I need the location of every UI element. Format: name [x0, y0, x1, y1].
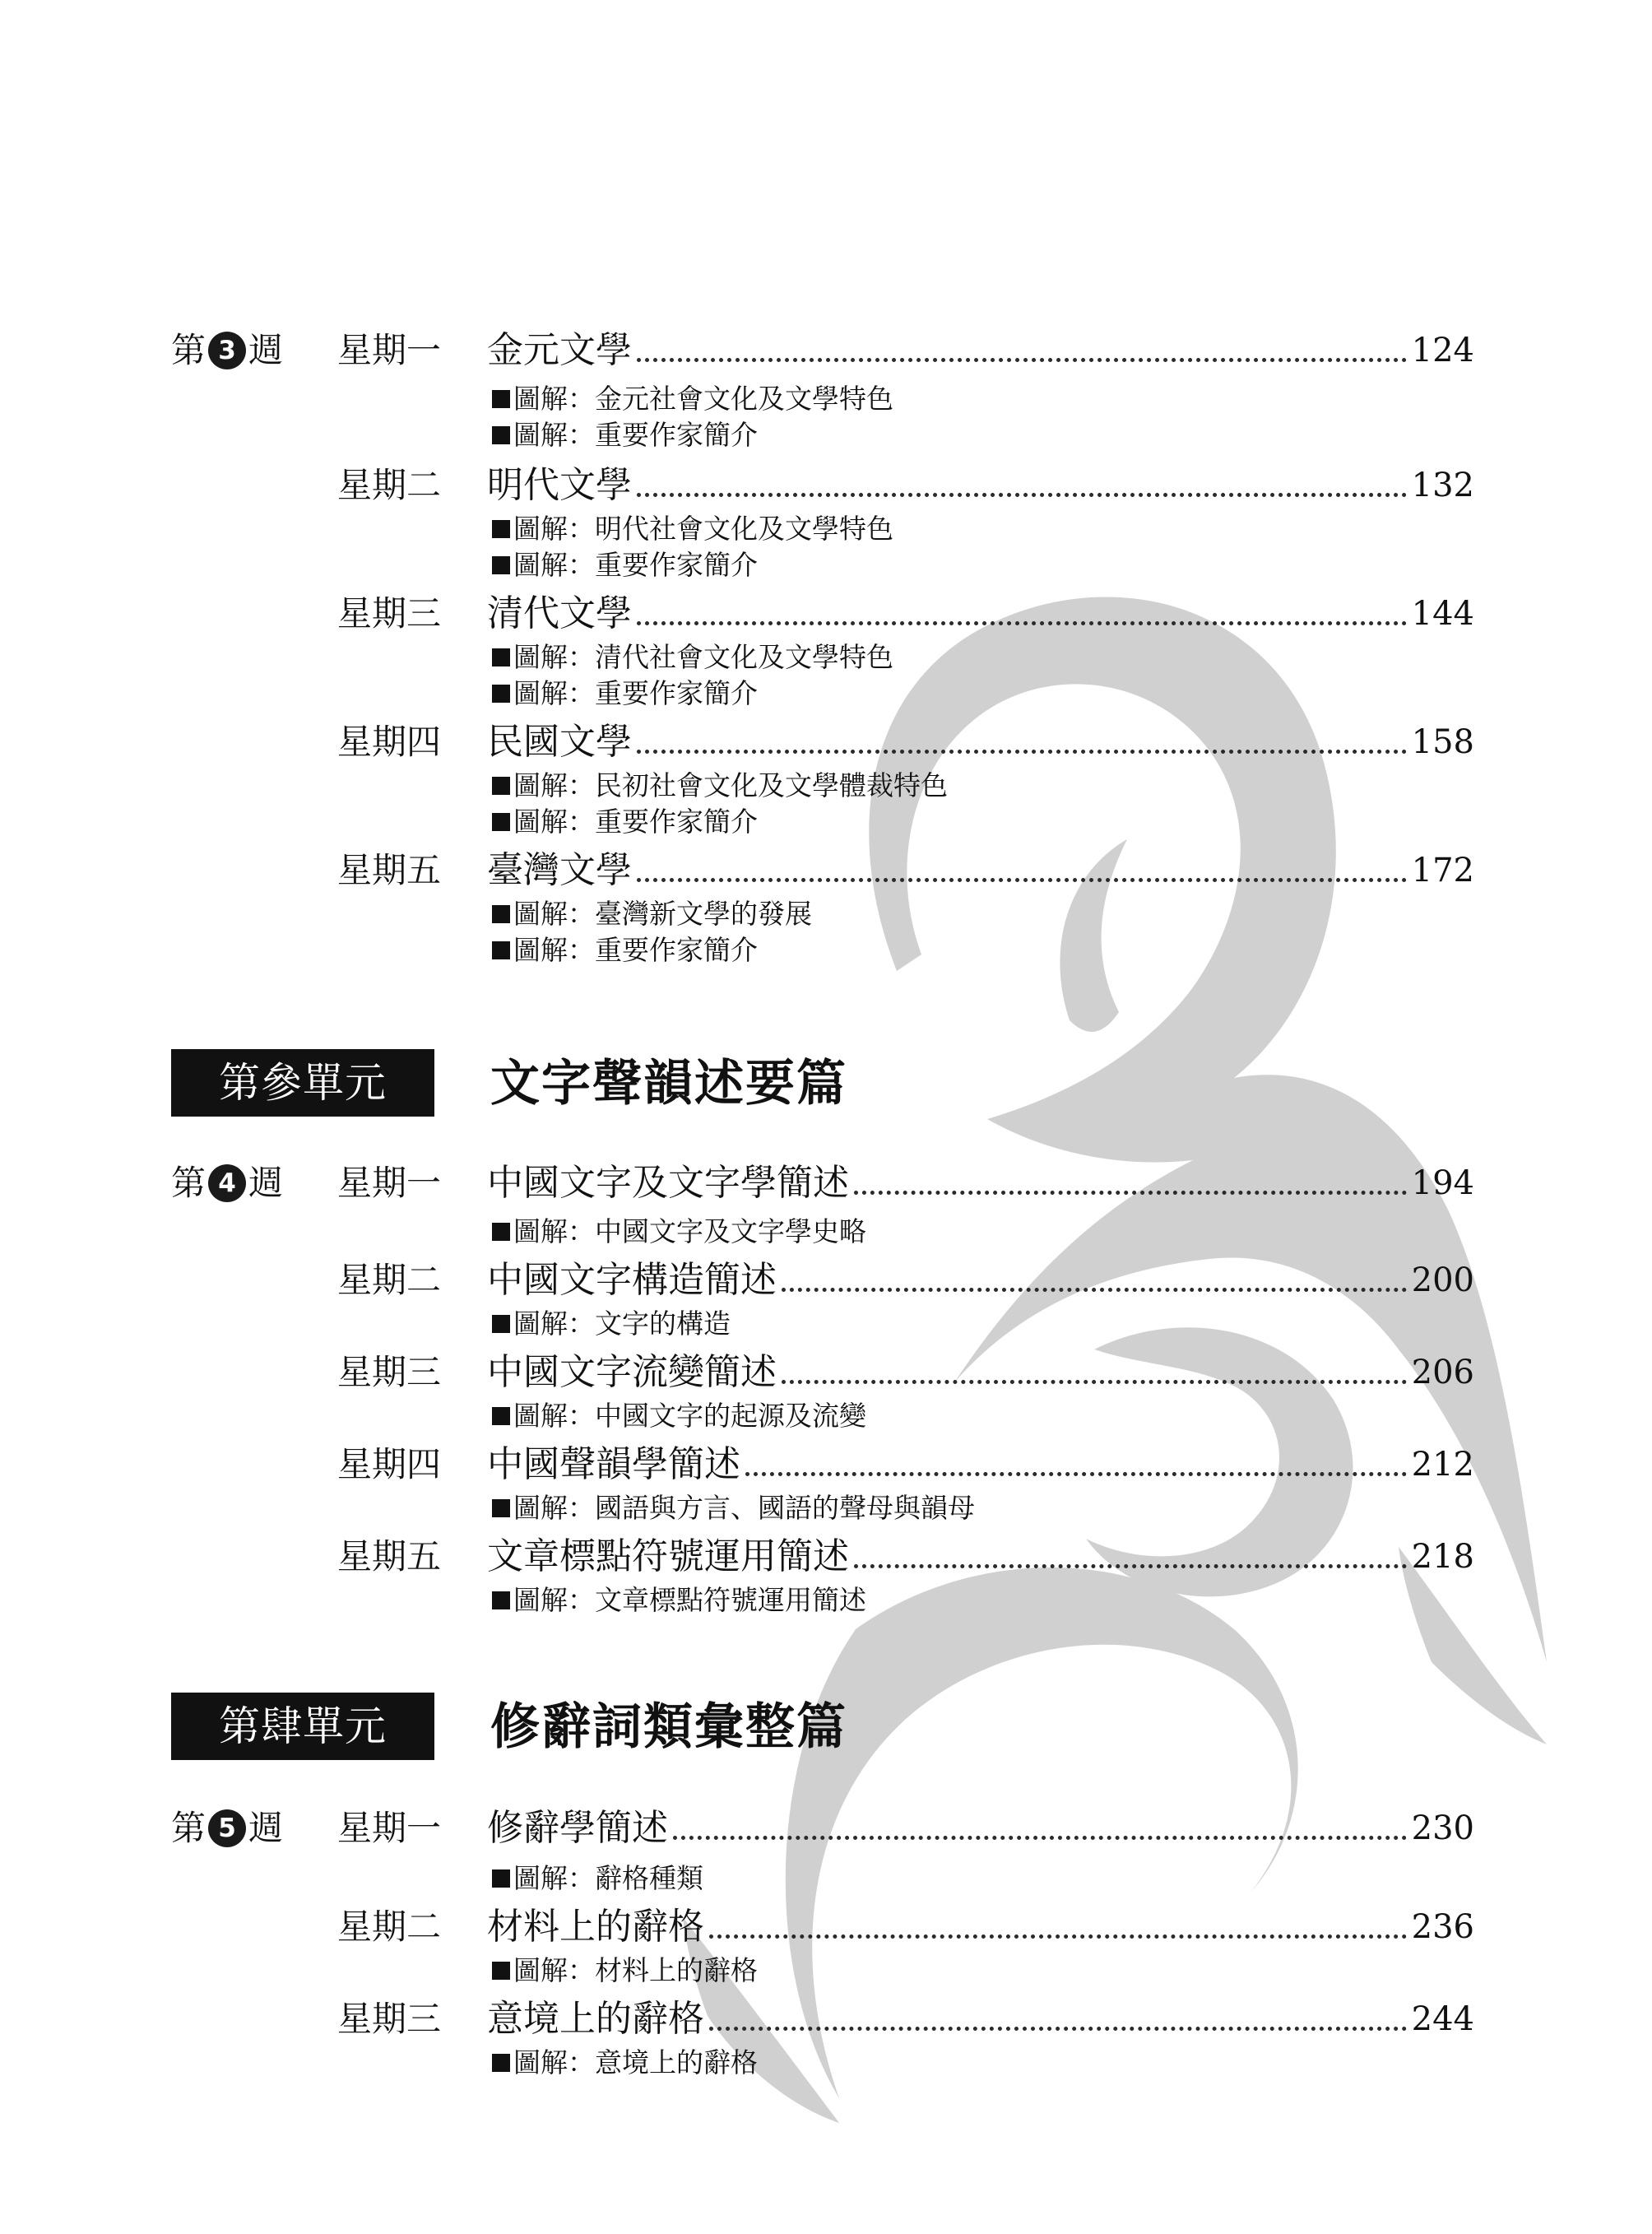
sub-entry: 圖解： 民初社會文化及文學體裁特色: [492, 769, 948, 803]
sub-entry: 圖解： 意境上的辭格: [492, 2046, 758, 2080]
toc-entry[interactable]: [487, 1159, 1474, 1208]
sub-entry: 圖解： 中國文字的起源及流變: [492, 1399, 866, 1433]
bullet-square-icon: [492, 1315, 510, 1333]
page-number: 230: [1411, 1809, 1474, 1847]
page-number: 144: [1411, 595, 1474, 633]
sub-entry: 圖解： 重要作家簡介: [492, 805, 758, 839]
entry-title: 清代文學: [487, 592, 632, 634]
entry-title: 意境上的辭格: [487, 1998, 704, 2040]
entry-title: 中國文字流變簡述: [487, 1351, 777, 1393]
week-number-badge: 4: [208, 1164, 246, 1202]
weekday-label: 星期二: [337, 1907, 442, 1947]
entry-title: 中國聲韻學簡述: [487, 1443, 740, 1485]
week-prefix: 第: [171, 330, 206, 370]
bullet-square-icon: [492, 777, 510, 795]
toc-entry[interactable]: [487, 1995, 1474, 2044]
weekday-label: 星期五: [337, 850, 442, 890]
unit-title: 文字聲韻述要篇: [490, 1055, 847, 1112]
bullet-square-icon: [492, 390, 510, 408]
bullet-square-icon: [492, 685, 510, 703]
entry-title: 金元文學: [487, 329, 632, 371]
sub-entry: 圖解： 清代社會文化及文學特色: [492, 640, 893, 675]
page-number: 158: [1411, 723, 1474, 761]
week-label: [171, 326, 283, 375]
week-number-badge: 3: [208, 332, 246, 369]
weekday-label: 星期一: [337, 330, 442, 370]
weekday-label: 星期五: [337, 1536, 442, 1577]
sub-entry: 圖解： 重要作家簡介: [492, 548, 758, 583]
page-number: 124: [1411, 332, 1474, 369]
sub-entry: 圖解： 臺灣新文學的發展: [492, 897, 812, 931]
sub-entry: 圖解： 重要作家簡介: [492, 418, 758, 453]
sub-entry: 圖解： 重要作家簡介: [492, 676, 758, 711]
dot-leader: [637, 621, 1407, 625]
week-label: [171, 1159, 283, 1208]
bullet-square-icon: [492, 1499, 510, 1517]
dot-leader: [709, 1934, 1407, 1939]
dot-leader: [709, 2027, 1407, 2031]
page-number: 244: [1411, 2000, 1474, 2038]
page-number: 194: [1411, 1164, 1474, 1202]
entry-title: 民國文學: [487, 721, 632, 763]
bullet-square-icon: [492, 648, 510, 666]
unit-badge: 第參單元: [171, 1049, 434, 1117]
toc-entry[interactable]: [487, 846, 1474, 895]
toc-entry[interactable]: [487, 1804, 1474, 1853]
bullet-square-icon: [492, 426, 510, 444]
bullet-square-icon: [492, 520, 510, 538]
bullet-square-icon: [492, 905, 510, 923]
bullet-square-icon: [492, 1223, 510, 1241]
page-number: 172: [1411, 852, 1474, 889]
toc-entry[interactable]: [487, 1440, 1474, 1489]
week-suffix: 週: [248, 1808, 284, 1848]
bullet-square-icon: [492, 1962, 510, 1980]
bullet-square-icon: [492, 941, 510, 959]
toc-entry[interactable]: [487, 1256, 1474, 1305]
toc-entry[interactable]: [487, 1902, 1474, 1952]
sub-entry: 圖解： 文字的構造: [492, 1307, 731, 1341]
dot-leader: [637, 878, 1407, 882]
week-suffix: 週: [248, 330, 284, 370]
weekday-label: 星期三: [337, 1999, 442, 2039]
week-number-badge: 5: [208, 1809, 246, 1847]
sub-entry: 圖解： 中國文字及文字學史略: [492, 1215, 866, 1249]
toc-entry[interactable]: [487, 1532, 1474, 1581]
page-number: 218: [1411, 1538, 1474, 1576]
dot-leader: [637, 358, 1407, 362]
bullet-square-icon: [492, 2054, 510, 2072]
entry-title: 中國文字及文字學簡述: [487, 1162, 849, 1204]
sub-entry: 圖解： 文章標點符號運用簡述: [492, 1583, 866, 1618]
weekday-label: 星期二: [337, 465, 442, 505]
dot-leader: [854, 1564, 1407, 1568]
toc-entry[interactable]: [487, 1348, 1474, 1397]
sub-entry: 圖解： 材料上的辭格: [492, 1953, 758, 1988]
dot-leader: [854, 1191, 1407, 1195]
bullet-square-icon: [492, 556, 510, 574]
weekday-label: 星期三: [337, 593, 442, 634]
sub-entry: 圖解： 金元社會文化及文學特色: [492, 382, 893, 416]
week-suffix: 週: [248, 1163, 284, 1203]
weekday-label: 星期三: [337, 1352, 442, 1392]
unit-title: 修辭詞類彙整篇: [490, 1698, 847, 1756]
dot-leader: [673, 1836, 1407, 1840]
page-number: 132: [1411, 467, 1474, 504]
week-prefix: 第: [171, 1163, 206, 1203]
weekday-label: 星期一: [337, 1808, 442, 1848]
page-number: 236: [1411, 1908, 1474, 1946]
weekday-label: 星期四: [337, 1444, 442, 1484]
page-number: 212: [1411, 1446, 1474, 1484]
weekday-label: 星期四: [337, 722, 442, 762]
bullet-square-icon: [492, 1407, 510, 1425]
page-number: 200: [1411, 1261, 1474, 1299]
weekday-label: 星期二: [337, 1260, 442, 1300]
week-prefix: 第: [171, 1808, 206, 1848]
dot-leader: [745, 1472, 1407, 1476]
bullet-square-icon: [492, 1869, 510, 1888]
dot-leader: [637, 493, 1407, 497]
entry-title: 文章標點符號運用簡述: [487, 1535, 849, 1577]
dot-leader: [637, 750, 1407, 754]
dot-leader: [782, 1380, 1407, 1384]
entry-title: 臺灣文學: [487, 849, 632, 891]
sub-entry: 圖解： 辭格種類: [492, 1861, 703, 1896]
week-label: [171, 1804, 283, 1853]
entry-title: 材料上的辭格: [487, 1906, 704, 1948]
sub-entry: 圖解： 明代社會文化及文學特色: [492, 512, 893, 546]
toc-entry[interactable]: [487, 718, 1474, 767]
bullet-square-icon: [492, 813, 510, 831]
bullet-square-icon: [492, 1591, 510, 1609]
toc-entry[interactable]: [487, 461, 1474, 510]
weekday-label: 星期一: [337, 1163, 442, 1203]
unit-badge: 第肆單元: [171, 1693, 434, 1760]
sub-entry: 圖解： 重要作家簡介: [492, 933, 758, 968]
dot-leader: [782, 1288, 1407, 1292]
toc-entry[interactable]: [487, 589, 1474, 639]
sub-entry: 圖解： 國語與方言、國語的聲母與韻母: [492, 1491, 975, 1526]
entry-title: 明代文學: [487, 464, 632, 506]
entry-title: 中國文字構造簡述: [487, 1259, 777, 1301]
page-number: 206: [1411, 1354, 1474, 1391]
toc-entry[interactable]: [487, 326, 1474, 375]
entry-title: 修辭學簡述: [487, 1807, 668, 1849]
